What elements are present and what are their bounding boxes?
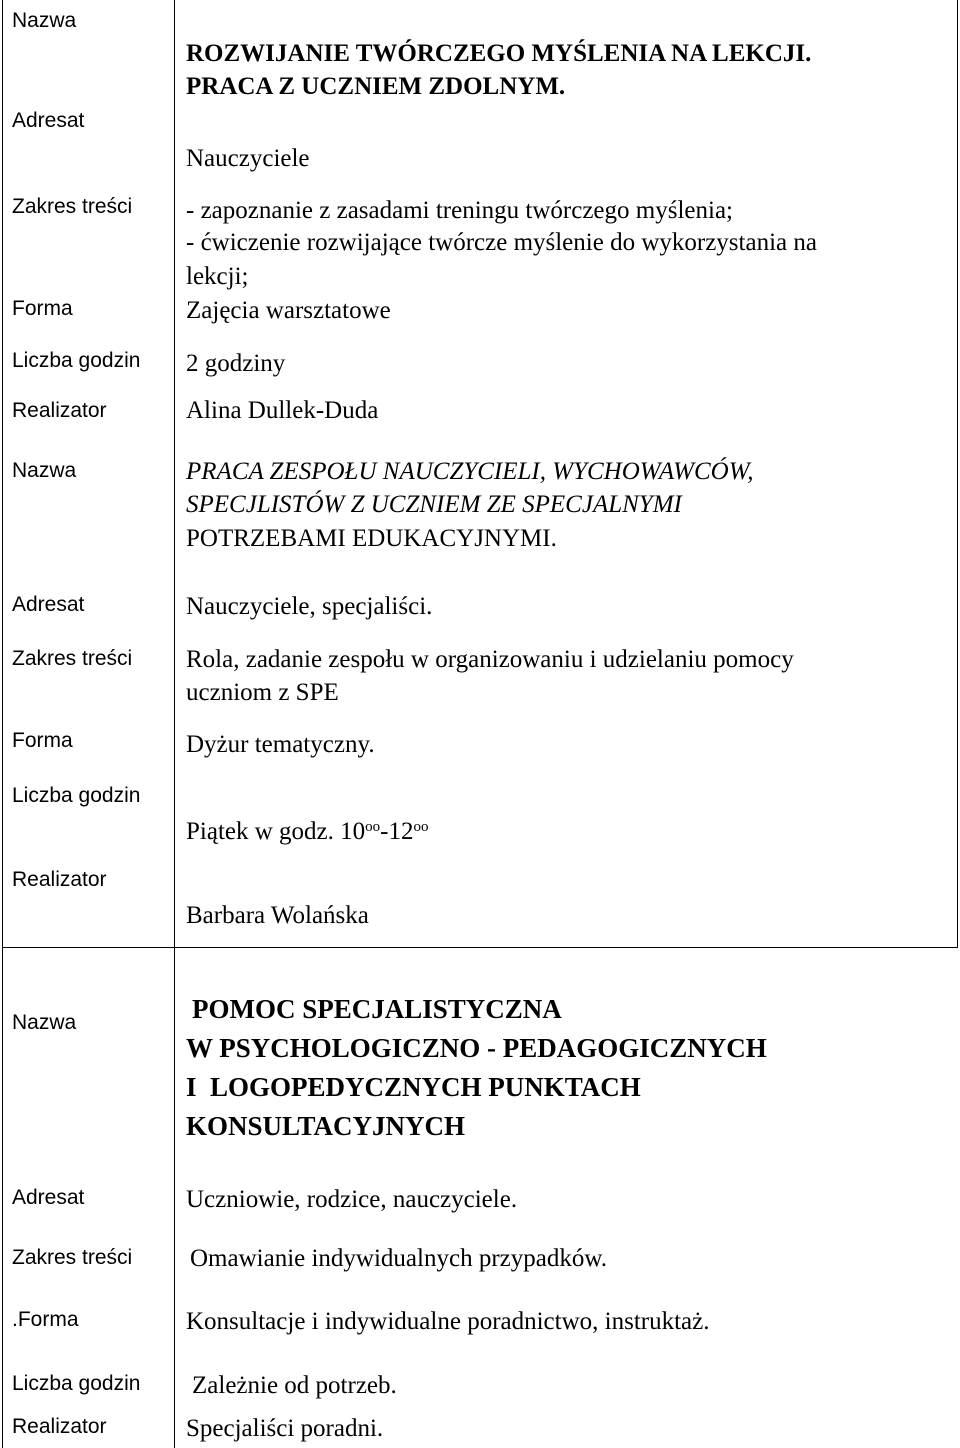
- label-name: Nazwa: [12, 459, 77, 482]
- scope-line: Rola, zadanie zespołu w organizowaniu i udzielaniu pomocy: [186, 646, 794, 673]
- label-form: .Forma: [12, 1308, 79, 1331]
- label-provider: Realizator: [12, 399, 107, 422]
- section-title-line: I LOGOPEDYCZNYCH PUNKTACH: [186, 1072, 641, 1102]
- label-provider: Realizator: [12, 1415, 107, 1438]
- hours-text: Piątek w godz. 10: [186, 818, 366, 845]
- section-title-line: ROZWIJANIE TWÓRCZEGO MYŚLENIA NA LEKCJI.: [186, 40, 812, 67]
- label-form: Forma: [12, 297, 73, 320]
- audience-value: Uczniowie, rodzice, nauczyciele.: [186, 1186, 518, 1213]
- table-border-left: [2, 0, 3, 1448]
- label-scope: Zakres treści: [12, 195, 133, 218]
- label-scope: Zakres treści: [12, 1246, 133, 1269]
- scope-line: - zapoznanie z zasadami treningu twórczego myślenia;: [186, 197, 733, 224]
- label-audience: Adresat: [12, 593, 85, 616]
- section-title-line: POTRZEBAMI EDUKACYJNYMI.: [186, 525, 557, 552]
- form-value: Zajęcia warsztatowe: [186, 297, 391, 324]
- label-hours: Liczba godzin: [12, 1372, 141, 1395]
- label-provider: Realizator: [12, 868, 107, 891]
- section-title-line: PRACA ZESPOŁU NAUCZYCIELI, WYCHOWAWCÓW,: [186, 458, 754, 485]
- audience-value: Nauczyciele: [186, 145, 310, 172]
- scope-value: Omawianie indywidualnych przypadków.: [190, 1245, 608, 1272]
- label-audience: Adresat: [12, 109, 85, 132]
- label-form: Forma: [12, 729, 73, 752]
- audience-value: Nauczyciele, specjaliści.: [186, 593, 433, 620]
- provider-value: Barbara Wolańska: [186, 902, 369, 929]
- section-title-line: PRACA Z UCZNIEM ZDOLNYM.: [186, 73, 566, 100]
- hours-value: Zależnie od potrzeb.: [192, 1372, 397, 1399]
- hours-text: -12: [380, 818, 414, 845]
- provider-value: Alina Dullek-Duda: [186, 397, 379, 424]
- form-value: Konsultacje i indywidualne poradnictwo, instruktaż.: [186, 1308, 710, 1335]
- label-name: Nazwa: [12, 1011, 77, 1034]
- hours-value: 2 godziny: [186, 350, 286, 377]
- section-title-line: KONSULTACYJNYCH: [186, 1111, 466, 1141]
- hours-value: [186, 815, 428, 848]
- section-title-line: W PSYCHOLOGICZNO - PEDAGOGICZNYCH: [186, 1033, 767, 1063]
- section-divider: [2, 947, 958, 948]
- section-title-line: SPECJLISTÓW Z UCZNIEM ZE SPECJALNYMI: [186, 491, 682, 518]
- scope-line: lekcji;: [186, 263, 249, 290]
- table-divider-column: [174, 0, 175, 1448]
- scope-line: - ćwiczenie rozwijające twórcze myślenie do wykorzystania na: [186, 229, 817, 256]
- label-audience: Adresat: [12, 1186, 85, 1209]
- form-value: Dyżur tematyczny.: [186, 731, 375, 758]
- hours-superscript: oo: [413, 819, 429, 835]
- section-title-line: POMOC SPECJALISTYCZNA: [192, 994, 562, 1024]
- scope-line: uczniom z SPE: [186, 679, 339, 706]
- provider-value: Specjaliści poradni.: [186, 1415, 384, 1442]
- label-scope: Zakres treści: [12, 647, 133, 670]
- label-hours: Liczba godzin: [12, 349, 141, 372]
- label-name: Nazwa: [12, 9, 77, 32]
- hours-superscript: oo: [365, 819, 381, 835]
- table-border-right: [957, 0, 958, 948]
- label-hours: Liczba godzin: [12, 784, 141, 807]
